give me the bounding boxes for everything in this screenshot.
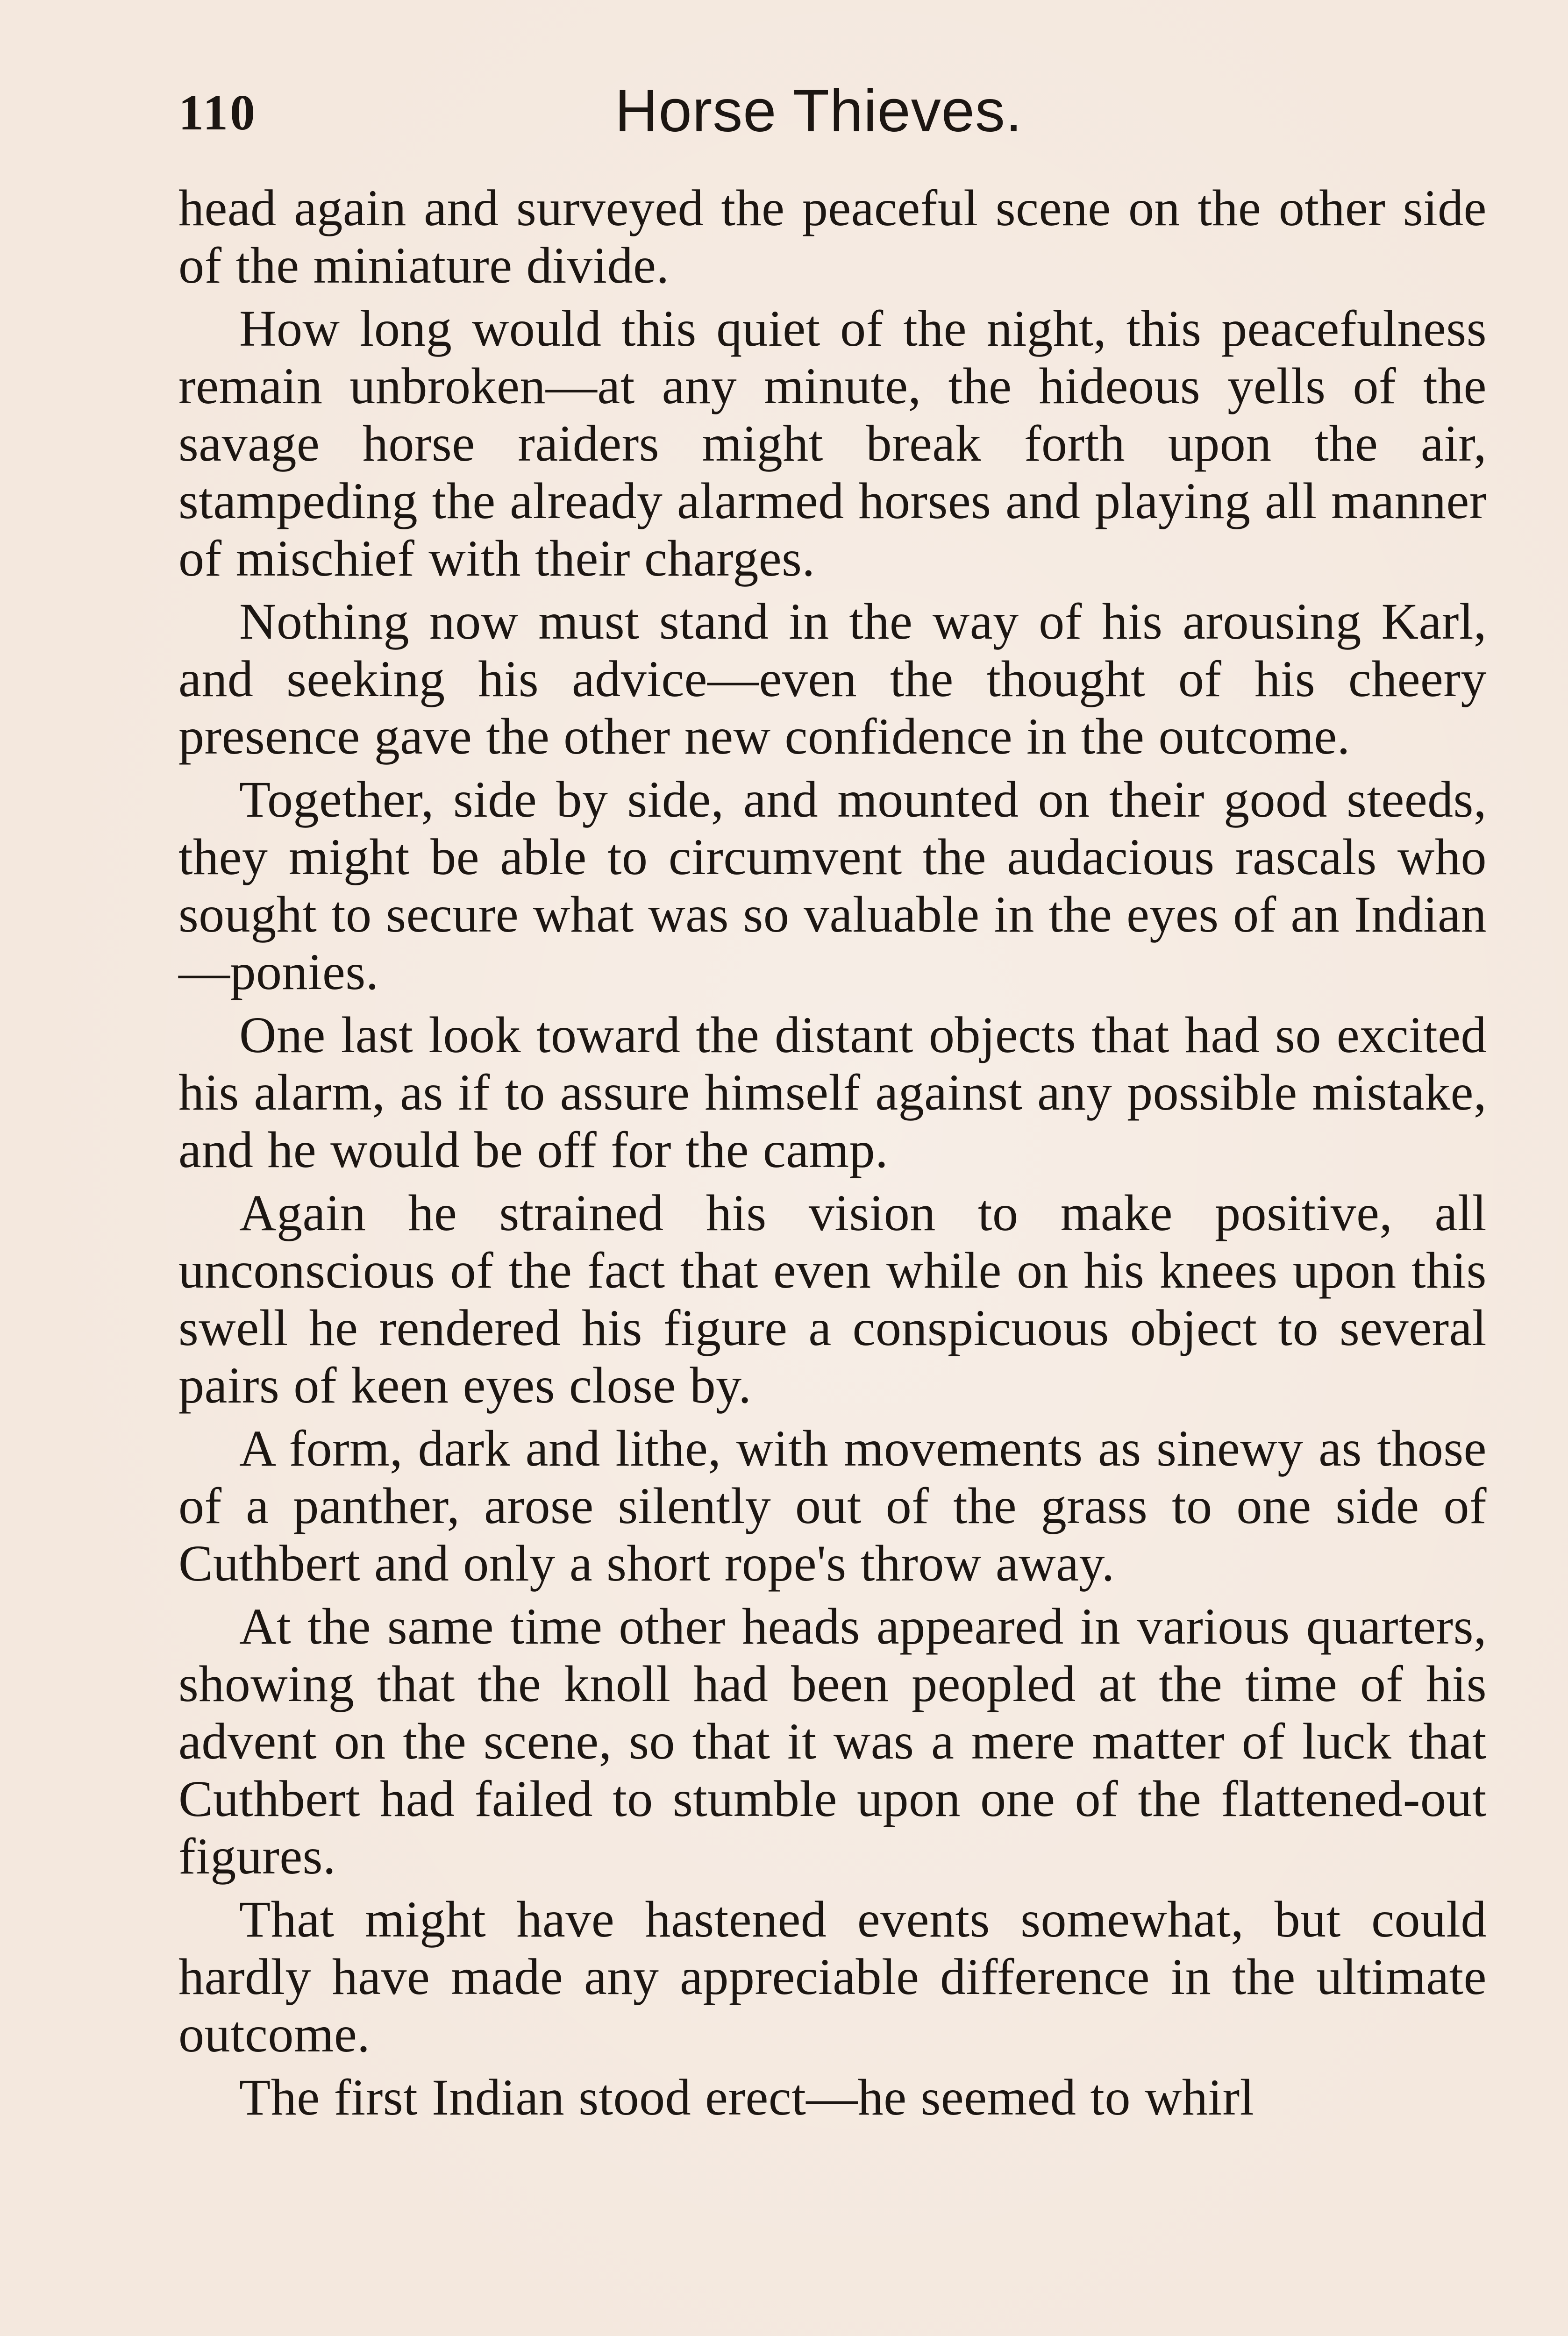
page-header	[178, 70, 1487, 145]
paragraph-8: At the same time other heads appeared in various quarters, showing that the knoll had been peopled at the time of his advent on the scene, so that it was a mere matter of luck that Cuthbert had failed to stumble upon one of the flattened-out figures.	[178, 1598, 1487, 1885]
paragraph-7: A form, dark and lithe, with movements as sinewy as those of a panther, arose silently out of the grass to one side of Cuthbert and only a short rope's throw away.	[178, 1420, 1487, 1592]
paragraph-2: How long would this quiet of the night, this peacefulness remain unbroken—at any minute, the hideous yells of the savage horse raiders might break forth upon the air, stampeding the already alarmed horses and playing all manner of mischief with their charges.	[178, 300, 1487, 587]
paragraph-4: Together, side by side, and mounted on their good steeds, they might be able to circumvent the audacious rascals who sought to secure what was so valuable in the eyes of an Indian—ponies.	[178, 771, 1487, 1000]
paragraph-1: head again and surveyed the peaceful scene on the other side of the miniature divide.	[178, 179, 1487, 294]
paragraph-3: Nothing now must stand in the way of his arousing Karl, and seeking his advice—even the thought of his cheery presence gave the other new confidence in the outcome.	[178, 593, 1487, 765]
running-title: Horse Thieves.	[615, 78, 1023, 144]
paragraph-5: One last look toward the distant objects that had so excited his alarm, as if to assure himself against any possible mistake, and he would be off for the camp.	[178, 1006, 1487, 1178]
paragraph-10: The first Indian stood erect—he seemed to whirl	[239, 2069, 1254, 2126]
body-text	[178, 179, 1487, 2132]
paragraph-6: Again he strained his vision to make positive, all unconscious of the fact that even while on his knees upon this swell he rendered his figure a conspicuous object to several pairs of keen eyes close by.	[178, 1184, 1487, 1414]
page-number: 110	[178, 85, 257, 141]
paragraph-9: That might have hastened events somewhat, but could hardly have made any appreciable difference in the ultimate outcome.	[178, 1891, 1487, 2063]
